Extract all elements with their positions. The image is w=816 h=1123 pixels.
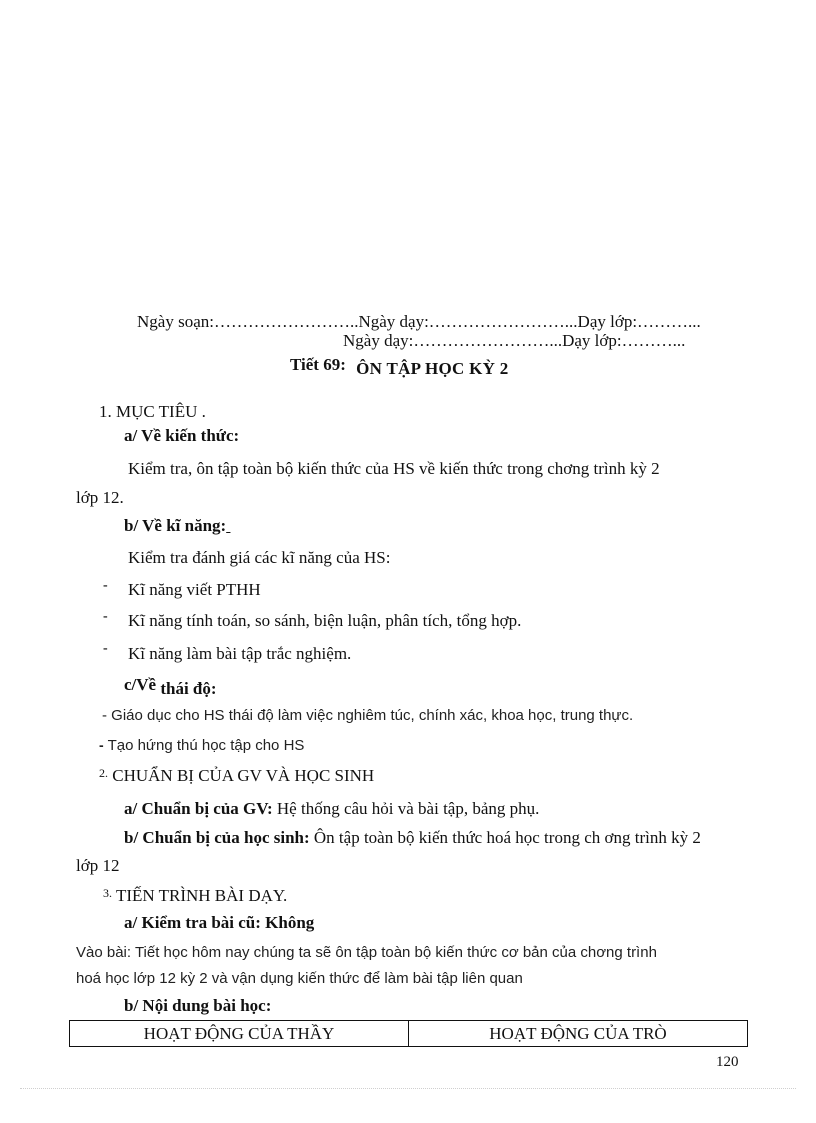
lesson-name: ÔN TẬP HỌC KỲ 2 — [356, 359, 509, 378]
page-number: 120 — [716, 1054, 739, 1070]
skills-label — [124, 516, 230, 536]
skill-item: Kĩ năng viết PTHH — [128, 580, 261, 599]
bullet-dash: - — [103, 578, 108, 593]
section-1-heading: 1. MỤC TIÊU . — [99, 402, 206, 421]
knowledge-text-2: lớp 12. — [76, 488, 124, 507]
attitude-text-2-content: Tạo hứng thú học tập cho HS — [107, 737, 305, 754]
knowledge-label: a/ Về kiến thức: — [124, 426, 240, 445]
student-activity-header: HOẠT ĐỘNG CỦA TRÒ — [409, 1021, 748, 1047]
teacher-prep-text: Hệ thống câu hỏi và bài tập, bảng phụ. — [276, 799, 540, 818]
intro-text-1: Vào bài: Tiết học hôm nay chúng ta sẽ ôn tập toàn bộ kiến thức cơ bản của chơng trình — [76, 944, 657, 961]
knowledge-text-1: Kiểm tra, ôn tập toàn bộ kiến thức của HS về kiến thức trong chơng trình kỳ 2 — [128, 459, 660, 478]
lesson-content-label: b/ Nội dung bài học: — [124, 996, 272, 1015]
header-date-line-2: Ngày dạy:……………………...Dạy lớp:………... — [343, 331, 686, 350]
section-3-heading-text: TIẾN TRÌNH BÀI DẠY. — [115, 886, 288, 905]
section-2-heading-text: CHUẨN BỊ CỦA GV VÀ HỌC SINH — [112, 766, 375, 785]
activity-table — [69, 1020, 748, 1047]
section-2-number: 2. — [99, 766, 108, 780]
student-prep-line — [124, 828, 701, 848]
footer-divider — [20, 1088, 796, 1089]
old-lesson-check: a/ Kiểm tra bài cũ: Không — [124, 913, 315, 932]
teacher-prep-line — [124, 799, 539, 819]
bullet-dash: - — [103, 641, 108, 656]
student-prep-text: Ôn tập toàn bộ kiến thức hoá học trong ch ơng trình kỳ 2 — [313, 828, 701, 847]
teacher-prep-label: a/ Chuẩn bị của GV: — [124, 799, 273, 818]
intro-text-2: hoá học lớp 12 kỳ 2 và vận dụng kiến thức để làm bài tập liên quan — [76, 970, 523, 987]
teacher-activity-header: HOẠT ĐỘNG CỦA THẦY — [70, 1021, 409, 1047]
skills-intro: Kiểm tra đánh giá các kĩ năng của HS: — [128, 548, 391, 567]
bullet-dash: - — [103, 609, 108, 624]
attitude-text-2 — [99, 737, 304, 754]
lesson-number: Tiết 69: — [290, 355, 346, 374]
student-prep-text-2: lớp 12 — [76, 856, 120, 875]
lesson-title — [290, 355, 509, 378]
table-row — [70, 1021, 748, 1047]
bullet-dash: - — [99, 737, 104, 753]
attitude-text-1: - Giáo dục cho HS thái độ làm việc nghiêm túc, chính xác, khoa học, trung thực. — [102, 707, 634, 724]
attitude-label — [124, 675, 217, 698]
header-date-line-1: Ngày soạn:……………………..Ngày dạy:……………………...Dạy lớp:………... — [137, 312, 701, 331]
section-3-heading — [103, 886, 287, 906]
attitude-label-prefix: c/Về — [124, 675, 157, 694]
skill-item: Kĩ năng làm bài tập trắc nghiệm. — [128, 644, 352, 663]
skill-item: Kĩ năng tính toán, so sánh, biện luận, phân tích, tổng hợp. — [128, 611, 522, 630]
section-2-heading — [99, 766, 374, 786]
section-3-number: 3. — [103, 886, 112, 900]
student-prep-label: b/ Chuẩn bị của học sinh: — [124, 828, 310, 847]
attitude-label-rest: thái độ: — [160, 679, 217, 698]
skills-label-text: b/ Về kĩ năng: — [124, 516, 227, 535]
